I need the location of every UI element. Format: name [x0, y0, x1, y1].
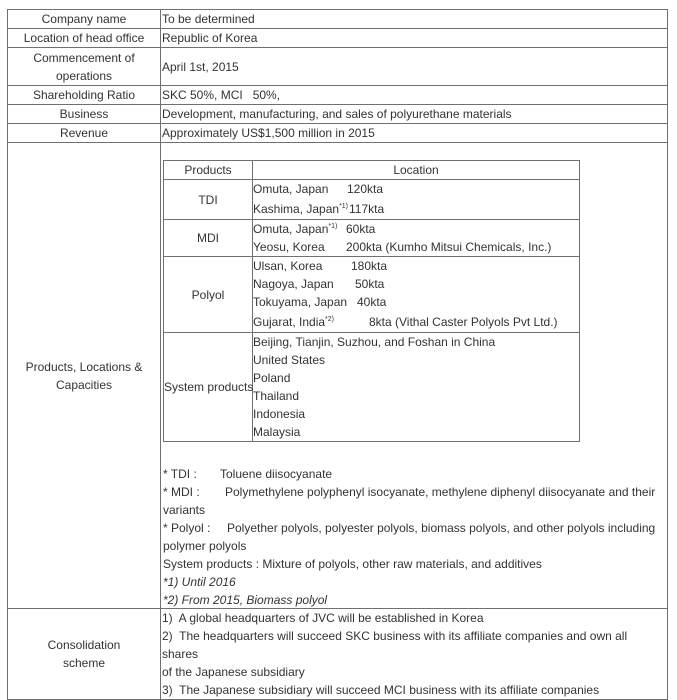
- location-capacity: 180kta: [351, 259, 388, 273]
- label-commencement-line2: operations: [55, 68, 113, 83]
- row-head-office: [8, 29, 668, 48]
- label-consolidation-line1: Consolidation: [47, 638, 121, 652]
- location-capacity: 50kta: [355, 277, 385, 291]
- products-locations-table: [163, 160, 580, 442]
- consolidation-item: 2) The headquarters will succeed SKC business with its affiliate companies and own all shares: [162, 629, 628, 661]
- row-revenue: [8, 124, 668, 143]
- note-mdi-cont: variants: [163, 503, 206, 517]
- location-entry: Poland: [253, 371, 291, 385]
- location-place: Tokuyama, Japan: [253, 295, 348, 309]
- product-row-system-products: [164, 333, 580, 442]
- location-entry: Thailand: [253, 389, 300, 403]
- product-name-mdi: MDI: [164, 220, 253, 257]
- locations-system-products: [253, 333, 580, 442]
- location-entry: Malaysia: [253, 425, 301, 439]
- location-place-text: Gujarat, India: [253, 315, 326, 329]
- label-products: [8, 143, 161, 609]
- location-place: Ulsan, Korea: [253, 259, 323, 273]
- label-company-name: Company name: [8, 10, 161, 29]
- location-entry: United States: [253, 353, 326, 367]
- location-entry: [253, 198, 579, 219]
- note-tdi: [163, 465, 663, 483]
- location-place-text: Kashima, Japan: [253, 202, 340, 216]
- row-commencement: [8, 48, 668, 86]
- company-overview-table: [7, 9, 668, 700]
- products-table-header: [164, 161, 580, 180]
- locations-tdi: [253, 180, 580, 220]
- label-shareholding: Shareholding Ratio: [8, 86, 161, 105]
- location-place-text: Omuta, Japan: [253, 222, 329, 236]
- location-entry: Indonesia: [253, 407, 306, 421]
- header-location: Location: [253, 161, 580, 180]
- location-place: [253, 220, 346, 238]
- row-company-name: [8, 10, 668, 29]
- location-place: [253, 198, 349, 220]
- note-definition: Polymethylene polyphenyl isocyanate, methylene diphenyl diisocyanate and their: [225, 485, 656, 499]
- locations-polyol: [253, 257, 580, 333]
- value-head-office: Republic of Korea: [161, 29, 668, 48]
- location-capacity: 120kta: [347, 182, 384, 196]
- location-place: Nagoya, Japan: [253, 277, 334, 291]
- value-revenue: Approximately US$1,500 million in 2015: [161, 124, 668, 143]
- location-entry: Beijing, Tianjin, Suzhou, and Foshan in China: [253, 335, 496, 349]
- value-shareholding: SKC 50%, MCI 50%,: [161, 86, 668, 105]
- location-entry: [253, 311, 579, 332]
- location-place: [253, 311, 369, 333]
- location-entry: [253, 180, 579, 198]
- label-revenue: Revenue: [8, 124, 161, 143]
- location-entry: [253, 238, 579, 256]
- product-name-polyol: Polyol: [164, 257, 253, 333]
- note-polyol: [163, 519, 663, 537]
- label-business: Business: [8, 105, 161, 124]
- location-place: Omuta, Japan: [253, 182, 329, 196]
- location-entry: [253, 275, 579, 293]
- consolidation-item: 3) The Japanese subsidiary will succeed MCI business with its affiliate companies: [162, 683, 600, 697]
- product-name-tdi: TDI: [164, 180, 253, 220]
- glossary-notes: [163, 465, 663, 609]
- note-term: * MDI :: [163, 485, 200, 499]
- footnote-ref: *2): [325, 316, 334, 323]
- label-products-line2: Capacities: [55, 377, 113, 392]
- consolidation-item: 1) A global headquarters of JVC will be established in Korea: [162, 611, 484, 625]
- label-commencement-line1: Commencement of: [33, 50, 135, 65]
- value-consolidation: [161, 609, 668, 700]
- note-definition: Polyether polyols, polyester polyols, biomass polyols, and other polyols including: [227, 521, 656, 535]
- note-polyol-cont: polymer polyols: [163, 539, 247, 553]
- label-commencement: [8, 48, 161, 86]
- value-commencement: April 1st, 2015: [161, 48, 668, 86]
- note-definition: Toluene diisocyanate: [220, 467, 333, 481]
- footnote-ref: *1): [339, 203, 349, 210]
- product-row-mdi: [164, 220, 580, 257]
- label-consolidation-line2: scheme: [62, 656, 106, 670]
- location-entry: [253, 293, 579, 311]
- product-row-tdi: [164, 180, 580, 220]
- header-products: Products: [164, 161, 253, 180]
- label-consolidation: [8, 609, 161, 700]
- location-capacity: 60kta: [346, 222, 376, 236]
- locations-mdi: [253, 220, 580, 257]
- location-capacity: 200kta (Kumho Mitsui Chemicals, Inc.): [346, 240, 552, 254]
- row-business: [8, 105, 668, 124]
- location-capacity: 8kta (Vithal Caster Polyols Pvt Ltd.): [369, 315, 558, 329]
- label-products-line1: Products, Locations &: [25, 359, 143, 374]
- product-name-system-products: System products: [164, 333, 253, 442]
- row-products: [8, 143, 668, 609]
- note-term: * TDI :: [163, 467, 197, 481]
- product-row-polyol: [164, 257, 580, 333]
- footnote-2: *2) From 2015, Biomass polyol: [163, 593, 328, 607]
- note-mdi: [163, 483, 663, 501]
- location-place: Yeosu, Korea: [253, 240, 325, 254]
- footnote-1: *1) Until 2016: [163, 575, 236, 589]
- consolidation-item: of the Japanese subsidiary: [162, 665, 305, 679]
- note-term: * Polyol :: [163, 521, 211, 535]
- value-company-name: To be determined: [161, 10, 668, 29]
- note-system-products: System products : Mixture of polyols, other raw materials, and additives: [163, 557, 542, 571]
- row-shareholding: [8, 86, 668, 105]
- location-entry: [253, 220, 579, 238]
- location-capacity: 117kta: [349, 202, 385, 216]
- value-products: [161, 143, 668, 609]
- value-business: Development, manufacturing, and sales of polyurethane materials: [161, 105, 668, 124]
- location-capacity: 40kta: [357, 295, 387, 309]
- footnote-ref: *1): [328, 223, 338, 230]
- location-entry: [253, 257, 579, 275]
- label-head-office: Location of head office: [8, 29, 161, 48]
- row-consolidation: [8, 609, 668, 700]
